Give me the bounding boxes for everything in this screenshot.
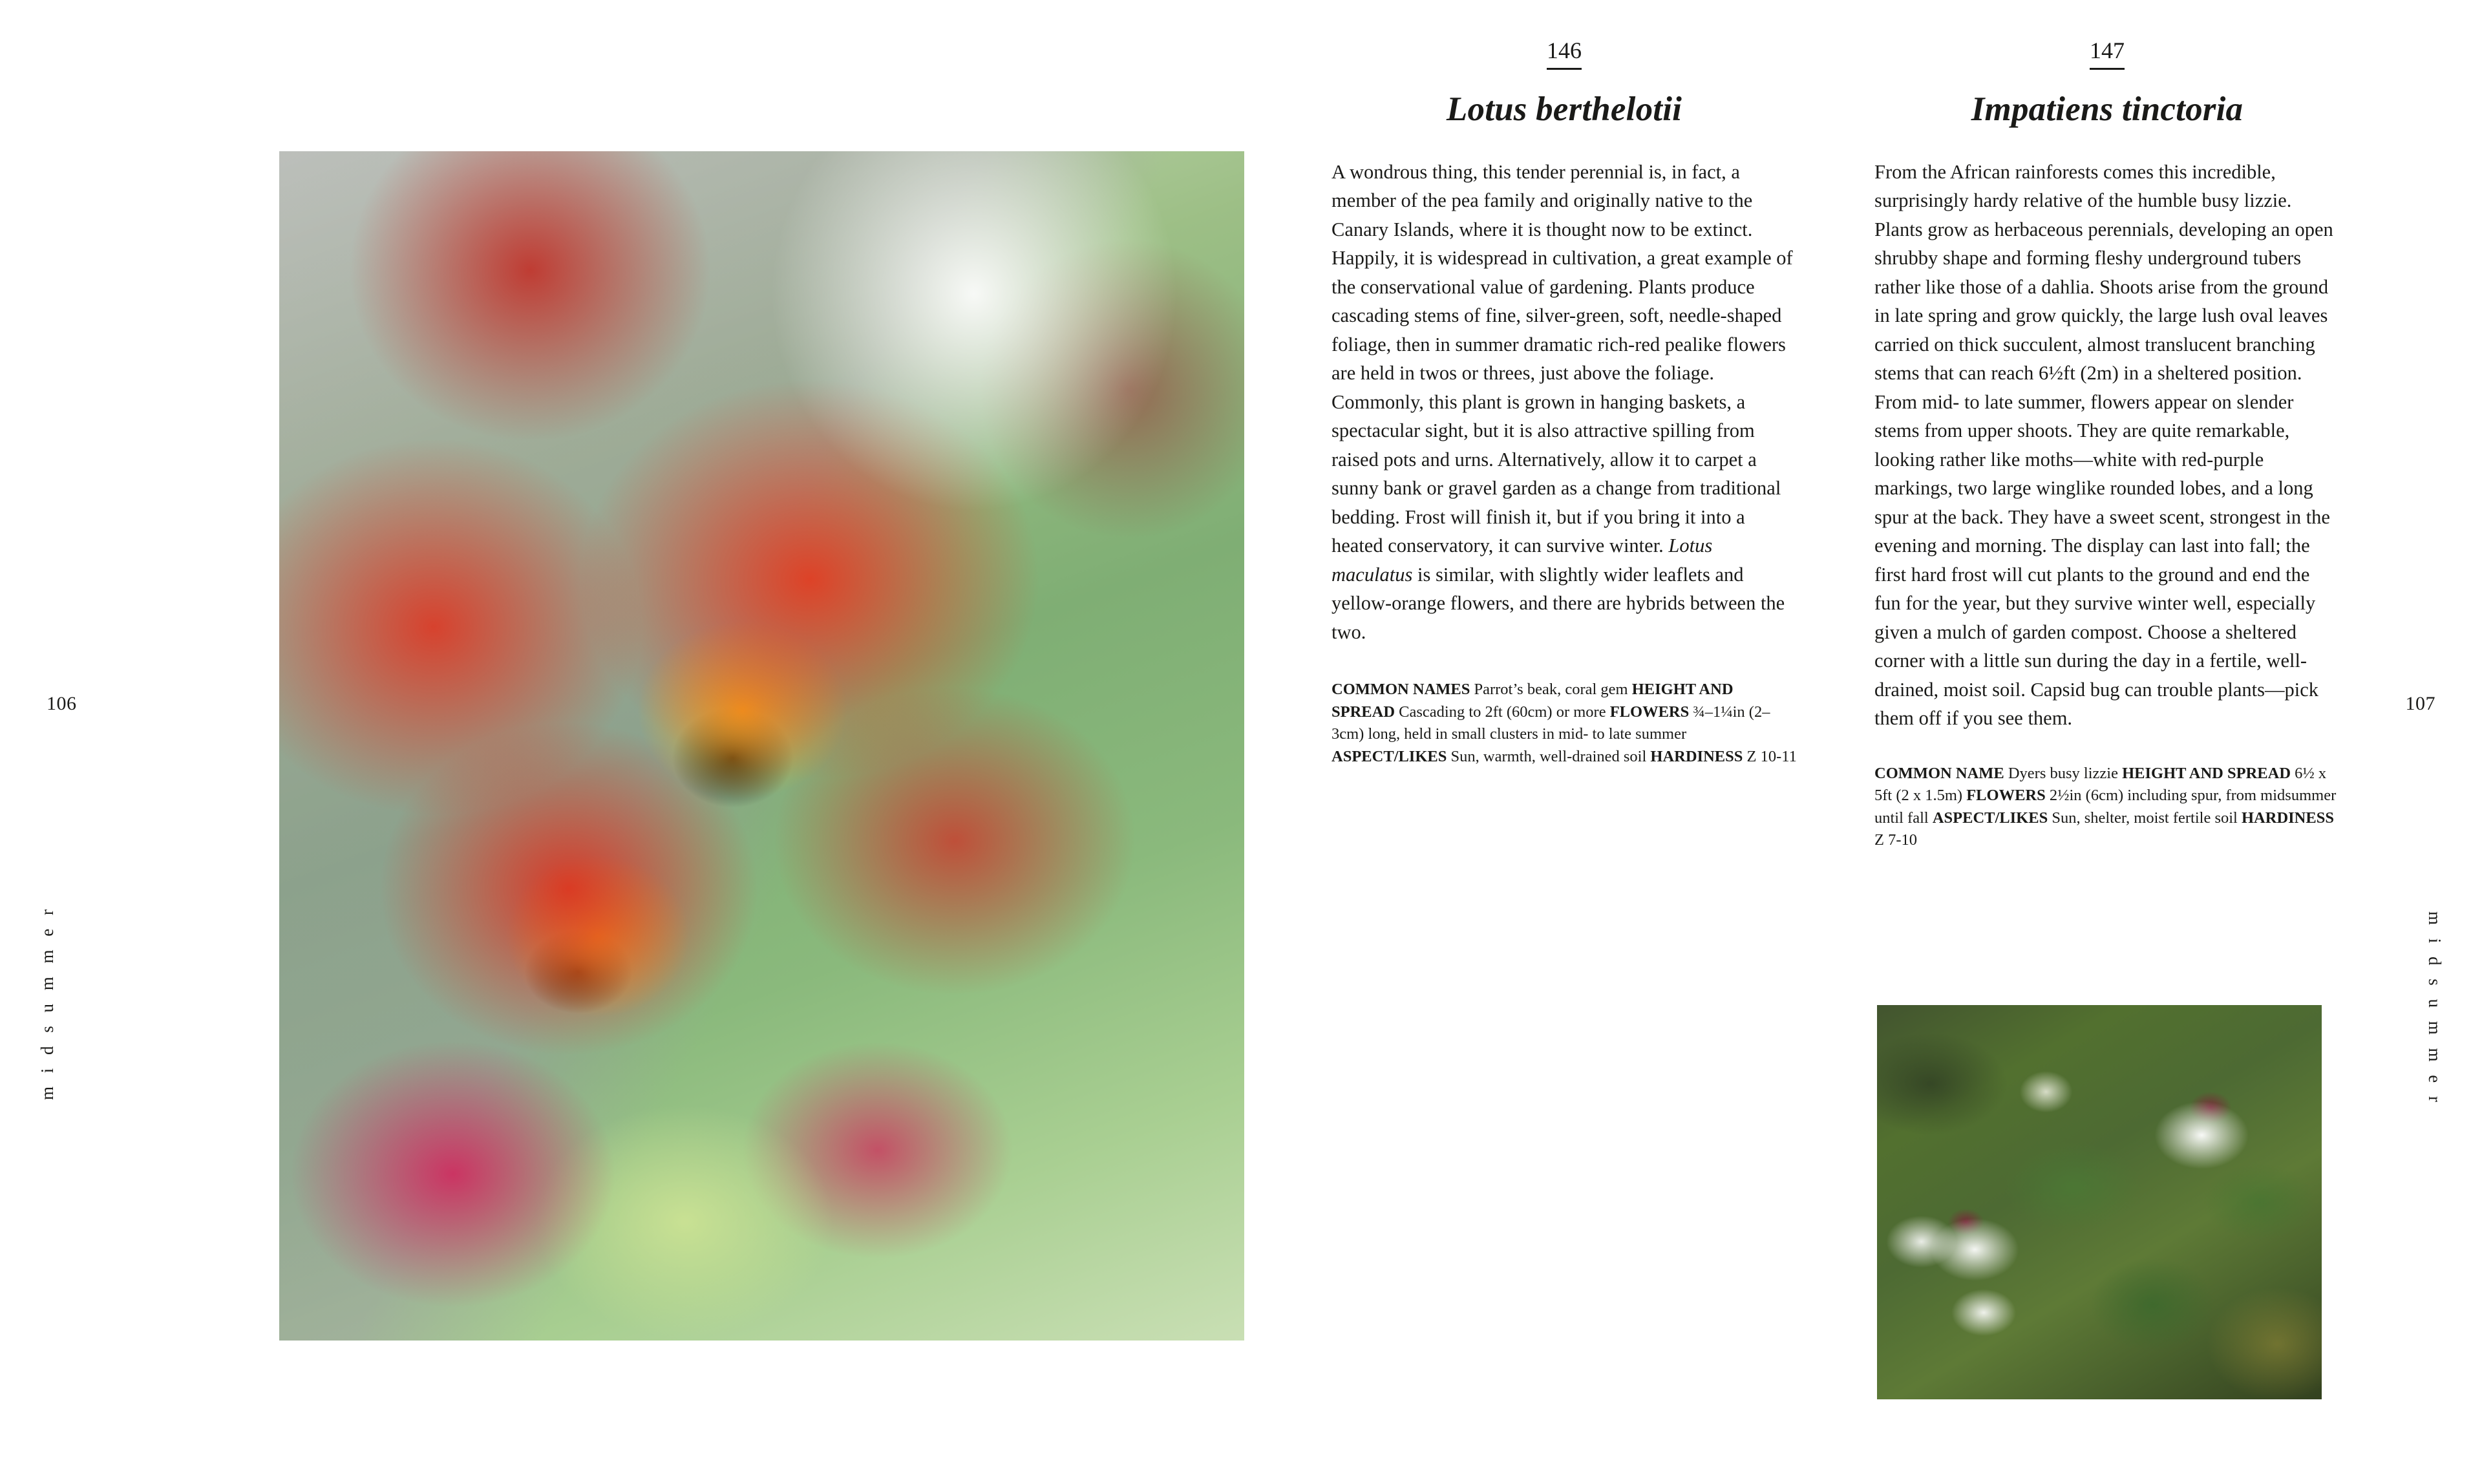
entry-number xyxy=(1331,39,1797,62)
meta-value: Cascading to 2ft (60cm) or more xyxy=(1395,703,1610,721)
meta-value: ¾–1¼in (2–3cm) long, held in small clusters in mid- to late summer xyxy=(1331,703,1770,743)
meta-label: FLOWERS xyxy=(1966,787,2046,805)
meta-value: Sun, warmth, well-drained soil xyxy=(1447,747,1651,765)
entry-title: Lotus berthelotii xyxy=(1446,90,1682,128)
body-italic-species: Lotus maculatus xyxy=(1331,535,1713,586)
meta-label: HARDINESS xyxy=(2242,809,2334,827)
meta-label: HEIGHT AND SPREAD xyxy=(2122,764,2291,782)
lotus-berthelotii-photo xyxy=(279,151,1244,1341)
meta-value: 2½in (6cm) including spur, from midsummer until fall xyxy=(1874,787,2337,827)
entry-body xyxy=(1331,158,1797,647)
meta-value: Z 7-10 xyxy=(1874,831,1917,849)
meta-value: Dyers busy lizzie xyxy=(2004,764,2123,782)
meta-label: ASPECT/LIKES xyxy=(1331,747,1447,765)
impatiens-tinctoria-photo xyxy=(1877,1005,2322,1399)
entry-number xyxy=(1874,39,2340,62)
running-head-right: m i d s u m m e r xyxy=(2425,911,2445,1107)
folio-right: 107 xyxy=(2405,693,2435,714)
body-part-1: A wondrous thing, this tender perennial is, in fact, a member of the pea family and originally native to the Canary Islands, where it is thought now to be extinct. Happily, it is widespread in cultivation, a great example of the conservational value of gardening. Plants produce cascading stems of fine, silver-green, soft, needle-shaped foliage, then in summer dramatic rich-red pealike flowers are held in twos or threes, just above the foliage. Commonly, this plant is grown in hanging baskets, a spectacular sight, but it is also attractive spilling from raised pots and urns. Alternatively, allow it to carpet a sunny bank or gravel garden as a change from traditional bedding. Frost will finish it, but if you bring it into a heated conservatory, it can survive winter. xyxy=(1331,160,1793,557)
entry-meta-block xyxy=(1874,763,2340,852)
meta-label: COMMON NAME xyxy=(1874,764,2004,782)
entry-meta-block xyxy=(1331,679,1797,768)
meta-value: Parrot’s beak, coral gem xyxy=(1470,681,1632,699)
meta-label: FLOWERS xyxy=(1609,703,1690,721)
entry-title: Impatiens tinctoria xyxy=(1971,90,2243,128)
meta-value: Z 10-11 xyxy=(1743,747,1797,765)
meta-label: HEIGHT AND SPREAD xyxy=(1331,681,1734,721)
entry-number-value: 147 xyxy=(2090,37,2125,70)
meta-label: HARDINESS xyxy=(1650,747,1743,765)
meta-value: Sun, shelter, moist fertile soil xyxy=(2048,809,2242,827)
body-part-2: is similar, with slightly wider leaflets and yellow-orange flowers, and there are hybrids between the two. xyxy=(1331,563,1785,643)
meta-label: ASPECT/LIKES xyxy=(1932,809,2048,827)
meta-label: COMMON NAMES xyxy=(1331,681,1470,699)
folio-left: 106 xyxy=(47,693,77,714)
running-head-left: m i d s u m m e r xyxy=(37,905,57,1100)
entry-column-lotus xyxy=(1331,39,1797,768)
meta-value: 6½ x 5ft (2 x 1.5m) xyxy=(1874,764,2327,805)
entry-number-value: 146 xyxy=(1547,37,1582,70)
entry-column-impatiens xyxy=(1874,39,2340,852)
body-part-1: From the African rainforests comes this incredible, surprisingly hardy relative of the humble busy lizzie. Plants grow as herbaceous perennials, developing an open shrubby shape and forming fleshy underground tubers rather like those of a dahlia. Shoots arise from the ground in late spring and grow quickly, the large lush oval leaves carried on thick succulent, almost translucent branching stems that can reach 6½ft (2m) in a sheltered position. From mid- to late summer, flowers appear on slender stems from upper shoots. They are quite remarkable, looking rather like moths—white with red-purple markings, two large winglike rounded lobes, and a long spur at the back. They have a sweet scent, strongest in the evening and morning. The display can last into fall; the first hard frost will cut plants to the ground and end the fun for the year, but they survive winter well, especially given a mulch of garden compost. Choose a sheltered corner with a little sun during the day in a fertile, well-drained, moist soil. Capsid bug can trouble plants—pick them off if you see them. xyxy=(1874,160,2333,730)
entry-body xyxy=(1874,158,2340,733)
